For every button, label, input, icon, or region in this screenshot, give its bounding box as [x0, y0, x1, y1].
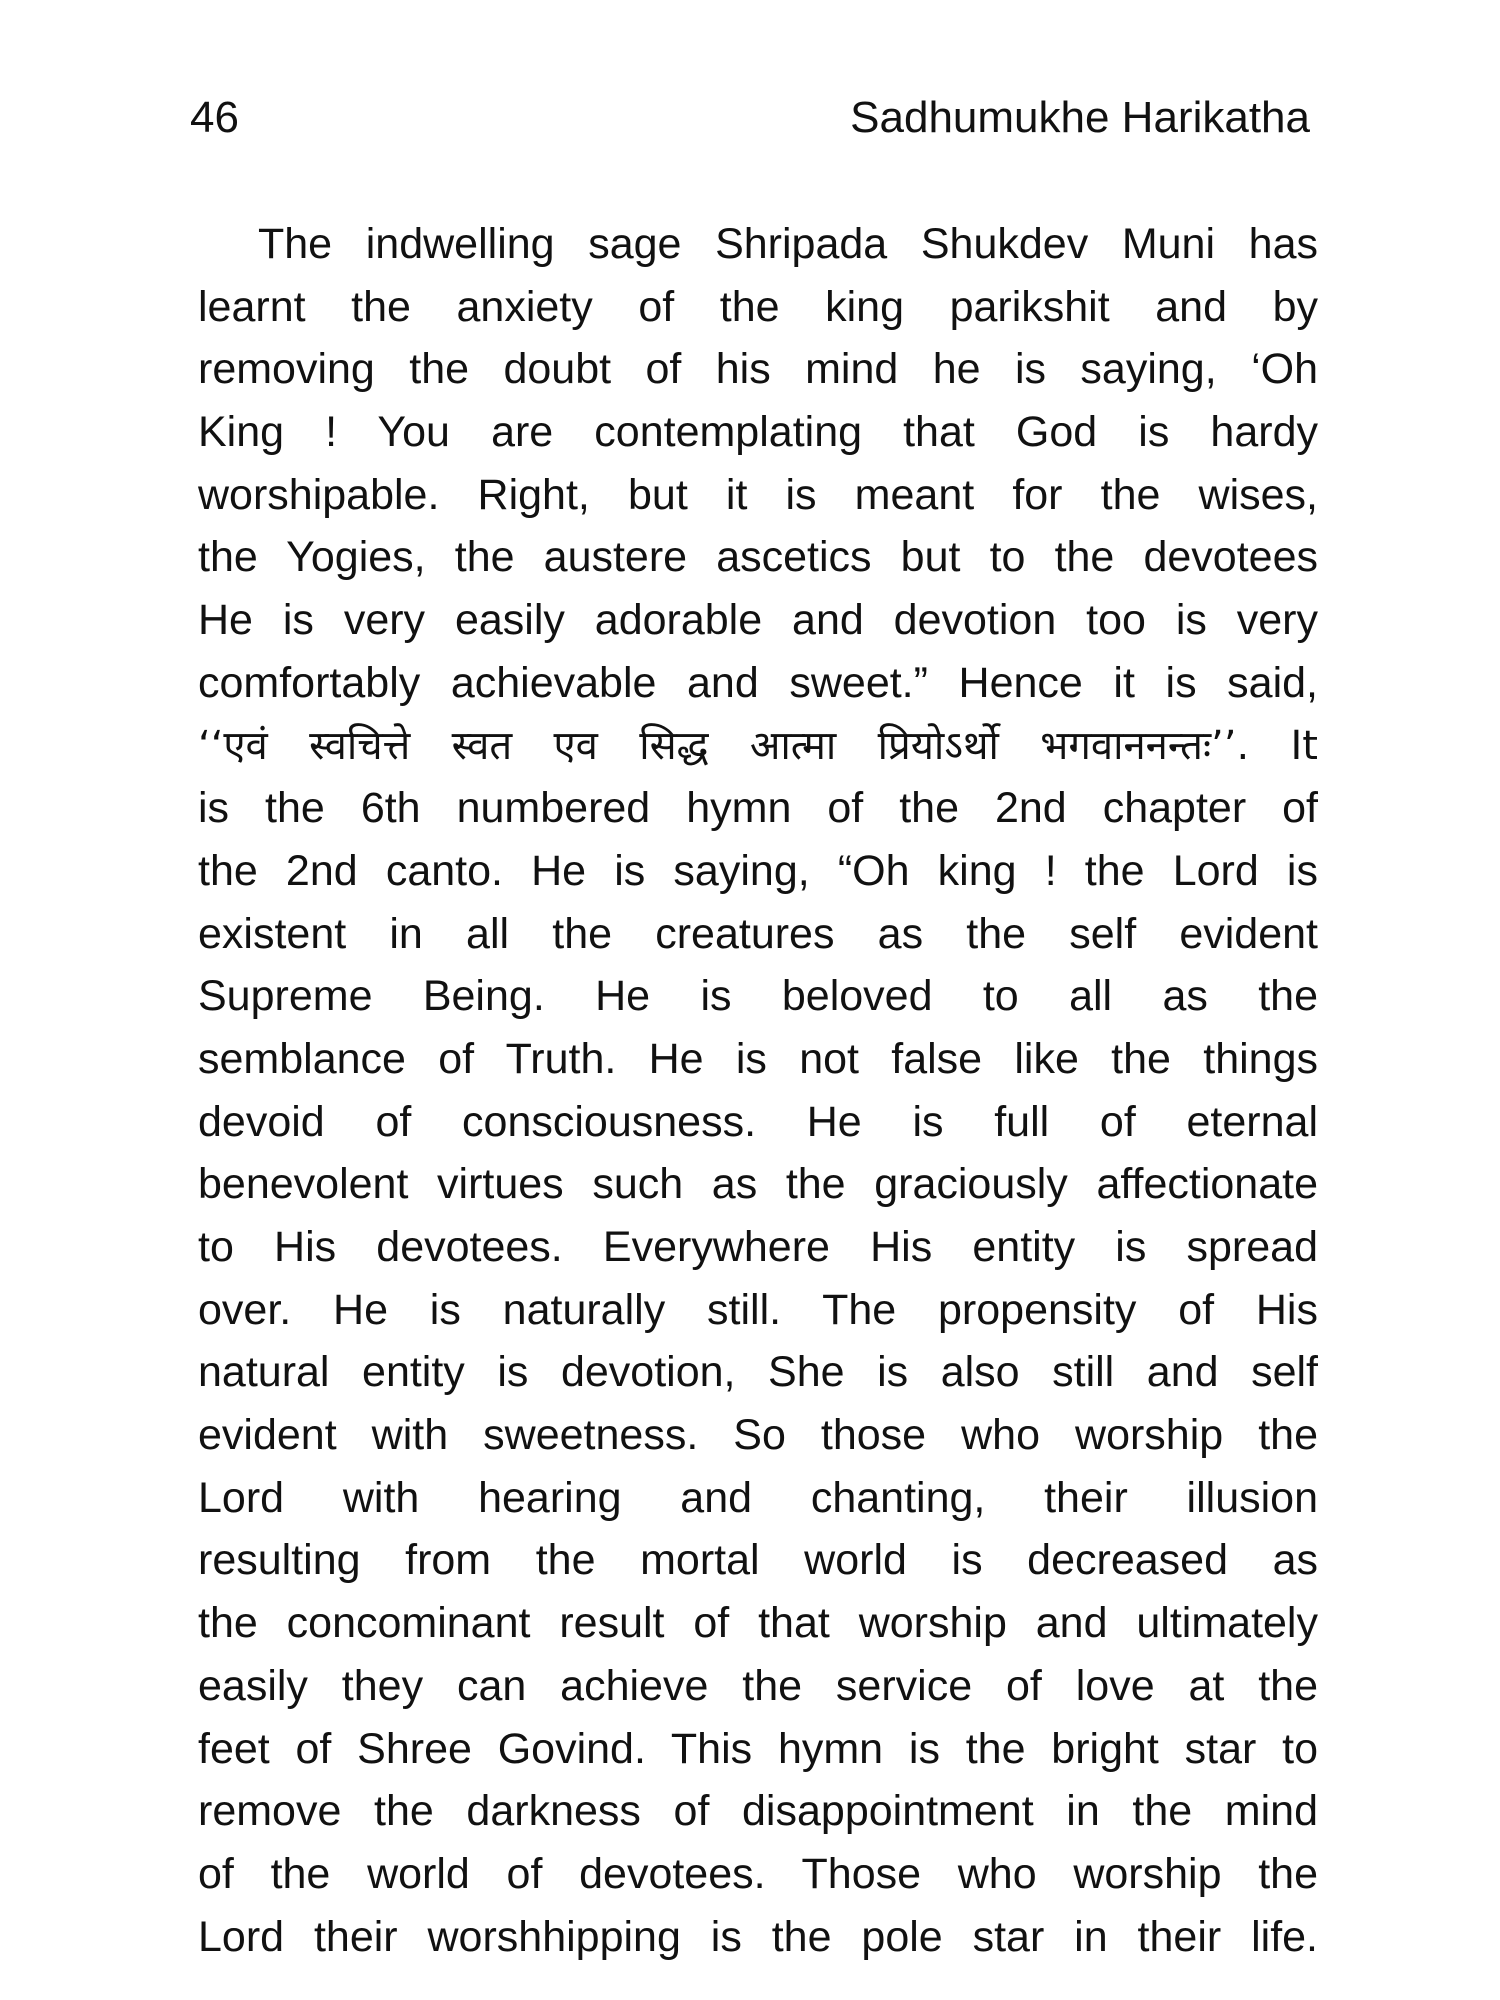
text-line: existent in all the creatures as the self evident: [198, 909, 1318, 958]
text-line: He is very easily adorable and devotion too is very: [198, 596, 1318, 645]
text-line: over. He is naturally still. The propensity of His: [198, 1285, 1318, 1334]
text-line: is the 6th numbered hymn of the 2nd chapter of: [198, 784, 1318, 833]
text-line: feet of Shree Govind. This hymn is the bright star to: [198, 1724, 1318, 1773]
text-line: benevolent virtues such as the graciously affectionate: [198, 1160, 1318, 1209]
text-line: the 2nd canto. He is saying, “Oh king ! the Lord is: [198, 846, 1318, 895]
text-line: of the world of devotees. Those who worship the: [198, 1849, 1318, 1898]
text-line: The indwelling sage Shripada Shukdev Muni has: [258, 220, 1318, 268]
running-title: Sadhumukhe Harikatha: [850, 93, 1310, 142]
text-line: Supreme Being. He is beloved to all as the: [198, 972, 1318, 1021]
text-line: to His devotees. Everywhere His entity is spread: [198, 1223, 1318, 1271]
text-line: Lord with hearing and chanting, their illusion: [198, 1473, 1318, 1522]
text-line: Lord their worshhipping is the pole star in their life.: [198, 1912, 1318, 1961]
text-line: removing the doubt of his mind he is saying, ‘Oh: [198, 345, 1318, 394]
text-line: King ! You are contemplating that God is hardy: [198, 408, 1318, 457]
text-line: worshipable. Right, but it is meant for the wises,: [198, 470, 1318, 519]
text-line: natural entity is devotion, She is also still and self: [198, 1348, 1318, 1397]
text-line: resulting from the mortal world is decreased as: [198, 1536, 1318, 1585]
text-line: remove the darkness of disappointment in the mind: [198, 1787, 1318, 1836]
text-line: the concominant result of that worship and ultimately: [198, 1599, 1318, 1648]
body-paragraph: [198, 213, 1318, 1968]
text-line: the Yogies, the austere ascetics but to the devotees: [198, 533, 1318, 582]
text-line: semblance of Truth. He is not false like the things: [198, 1034, 1318, 1083]
text-line: devoid of consciousness. He is full of eternal: [198, 1097, 1318, 1146]
text-line: comfortably achievable and sweet.” Hence it is said,: [198, 658, 1318, 707]
text-line: easily they can achieve the service of love at the: [198, 1661, 1318, 1710]
sanskrit-quote-line: ‘‘एवं स्वचित्ते स्वत एव सिद्ध आत्मा प्रियोऽर्थो भगवाननन्तः’’. It: [198, 722, 1318, 769]
text-line: learnt the anxiety of the king parikshit and by: [198, 282, 1318, 331]
text-line: evident with sweetness. So those who worship the: [198, 1411, 1318, 1460]
page-number: 46: [190, 93, 239, 142]
